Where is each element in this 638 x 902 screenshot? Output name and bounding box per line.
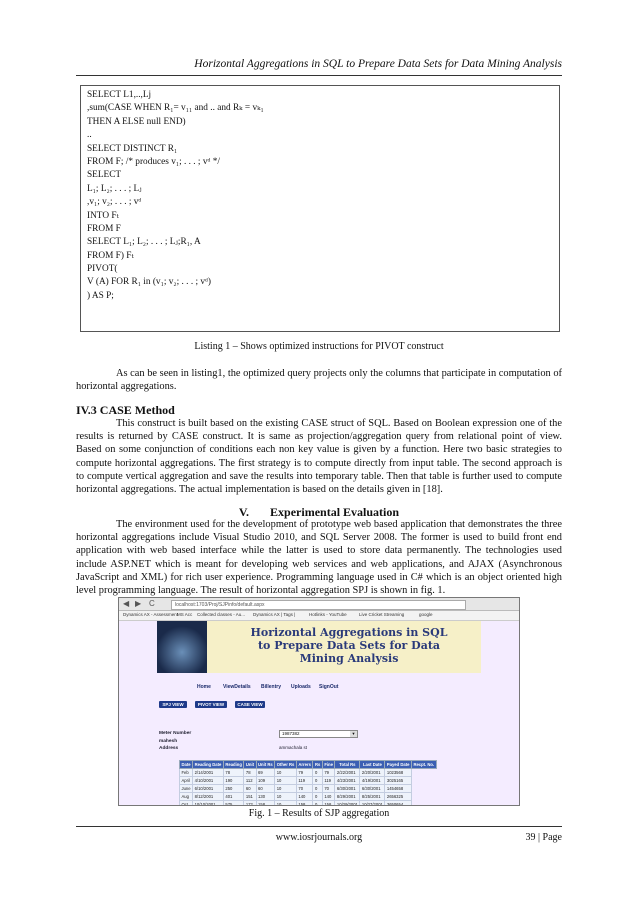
table-cell: 6/30/2001 <box>360 785 385 793</box>
listing-code-box <box>80 85 560 332</box>
code-line: V (A) FOR R₁ in (v₁; v₂; . . . ; vᵈ) <box>87 277 212 288</box>
table-cell: Feb <box>180 769 193 777</box>
code-line: .. <box>87 130 92 141</box>
code-line: ) AS P; <box>87 290 114 301</box>
paragraph-case-method: This construct is built based on the existing CASE struct of SQL. Based on Boolean expression one of the results is returned by CASE construct. It is same as projection/aggregation query from relational point of view. Based on some conjunction of conditions each non key value is given by a function. Here two basic strategies to compute horizontal aggregations. The first strategy is to compute directly from input table. The second approach is to compute vertical aggregation and save the results into temporary table. Then that table is further used to compute horizontal aggregations. The actual implementation is based on the details given in [18]. <box>76 418 562 496</box>
table-cell: 112 <box>244 777 256 785</box>
meter-number-select <box>279 730 358 738</box>
table-cell: 119 <box>296 777 313 785</box>
forward-icon: ▶ <box>135 599 142 608</box>
meter-number-label: Meter Number <box>159 731 192 736</box>
table-cell: 4/23/2001 <box>335 777 360 785</box>
code-line: L₁; L₂; . . . ; Lⱼ <box>87 183 142 194</box>
bookmark-item: MS Acc <box>177 612 193 617</box>
spj-view-button: SPJ VIEW <box>159 701 187 708</box>
table-cell: 78 <box>244 769 256 777</box>
table-cell: 250 <box>223 785 244 793</box>
reload-icon: C <box>149 599 155 608</box>
code-line: FROM F) Fₜ <box>87 250 134 261</box>
table-row <box>180 793 437 801</box>
running-header: Horizontal Aggregations in SQL to Prepare Data Sets for Data Mining Analysis <box>194 58 562 70</box>
code-line: THEN A ELSE null END) <box>87 116 186 127</box>
menu-viewdetails: ViewDetails <box>223 684 251 690</box>
table-cell: 0 <box>313 793 322 801</box>
table-row <box>180 777 437 785</box>
table-cell: 6/10/2001 <box>193 785 224 793</box>
menu-home: Home <box>197 684 211 690</box>
code-line: SELECT <box>87 170 122 181</box>
listing-code-lines <box>87 89 264 303</box>
table-row <box>180 801 437 807</box>
aggregation-results-table <box>179 760 437 806</box>
paragraph-listing-explanation: As can be seen in listing1, the optimized query projects only the columns that participate in computation of horizontal aggregations. <box>76 368 562 393</box>
table-cell: 575 <box>223 801 244 807</box>
table-cell: 10/29/2001 <box>335 801 360 807</box>
table-cell: 0 <box>313 801 322 807</box>
table-cell: 140 <box>322 793 335 801</box>
table-cell: 6/30/2001 <box>335 785 360 793</box>
table-header-cell: Unit <box>245 762 255 767</box>
table-header-row <box>180 761 437 769</box>
pivot-view-button: PIVOT VIEW <box>195 701 227 708</box>
listing-caption: Listing 1 – Shows optimized instructions for PIVOT construct <box>194 341 444 352</box>
bookmark-item: Dynamics AX | Tags | <box>253 612 296 617</box>
table-cell: 158 <box>322 801 335 807</box>
table-cell: 8/25/2001 <box>360 793 385 801</box>
table-cell: 10 <box>275 785 297 793</box>
table-cell: June <box>181 786 191 791</box>
table-header-cell: Payed Date <box>386 762 410 767</box>
code-line: ,v₁; v₂; . . . ; vᵈ <box>87 197 142 208</box>
table-row <box>180 785 437 793</box>
header-rule <box>76 75 562 76</box>
banner-title: Horizontal Aggregations in SQL to Prepare Data Sets for Data Mining Analysis <box>250 626 448 665</box>
browser-toolbar <box>119 598 519 611</box>
table-cell: 172 <box>244 801 256 807</box>
section-heading-iv3: IV.3 CASE Method <box>76 403 175 417</box>
table-header-cell: Other Rs <box>276 762 295 767</box>
code-line: INTO Fₜ <box>87 210 119 221</box>
table-cell: 158 <box>256 801 275 807</box>
table-cell: 3650654 <box>385 801 412 807</box>
table-header-cell: Fine <box>324 762 333 767</box>
table-header-cell: Reading <box>225 762 242 767</box>
table-cell: 109 <box>256 777 275 785</box>
table-cell: 2656325 <box>385 793 412 801</box>
figure-caption: Fig. 1 – Results of SJP aggregation <box>248 808 390 819</box>
table-cell: 401 <box>223 793 244 801</box>
meter-number-value: 1987382 <box>282 731 300 736</box>
table-cell: 190 <box>223 777 244 785</box>
table-cell: 10 <box>275 769 297 777</box>
table-cell: April <box>180 777 193 785</box>
table-cell: 69 <box>256 769 275 777</box>
table-cell: 60 <box>244 785 256 793</box>
code-line: ,sum(CASE WHEN R₁= v₁₁ and .. and Rₖ = vₖ₁ <box>87 103 264 114</box>
table-cell: 0 <box>313 785 322 793</box>
table-cell: 10 <box>275 777 297 785</box>
table-cell: 79 <box>322 769 335 777</box>
code-line: SELECT L₁; L₂; . . . ; Lⱼ;R₁, A <box>87 237 201 248</box>
menu-billentry: Billentry <box>261 684 282 690</box>
table-cell: Aug <box>180 793 193 801</box>
table-cell: 4/10/2001 <box>193 777 224 785</box>
table-cell: 70 <box>322 785 335 793</box>
code-line: FROM F <box>87 223 121 234</box>
table-cell: 4/19/2001 <box>360 777 385 785</box>
figure-screenshot <box>118 597 520 806</box>
table-cell: 2/20/2001 <box>360 769 385 777</box>
customer-name: mahesh <box>159 739 178 744</box>
table-cell: 0 <box>313 769 322 777</box>
bookmark-item: Hotlinks - YouTube <box>309 612 347 617</box>
banner-logo <box>157 621 207 673</box>
footer-page-number: 39 | Page <box>525 832 562 843</box>
browser-url-bar: localhost:1703/Proj/SJPinfo/default.aspx <box>171 600 466 610</box>
table-cell: 119 <box>322 777 335 785</box>
bookmark-item: google <box>419 612 433 617</box>
address-label: Address <box>159 746 179 751</box>
table-body <box>180 769 437 807</box>
table-cell: 79 <box>296 769 313 777</box>
paragraph-experimental-evaluation: The environment used for the development of prototype web based application that demonstrates the three horizontal aggregations include Visual Studio 2010, and SQL Server 2008. The former is used to build front end application with web based interface while the latter is used to store data permanently. The technologies used include ASP.NET which is meant for developing web services and web applications, and AJAX (Asynchronous JavaScript and XML) for rich user experience. Programming language used in C# which is an object oriented high level programming language. The result of horizontal aggregation SPJ is shown in fig. 1. <box>76 519 562 597</box>
table-header-cell: Arrers <box>298 762 311 767</box>
table-cell: 78 <box>223 769 244 777</box>
table-cell: 1023568 <box>385 769 412 777</box>
footer-url: www.iosrjournals.org <box>275 832 363 843</box>
table-cell: 8/29/2001 <box>335 793 360 801</box>
table-header-cell: Reading Date <box>194 762 222 767</box>
footer-rule <box>76 826 562 827</box>
chevron-down-icon: ▼ <box>351 731 356 736</box>
table-header-cell: Unit Rs <box>258 762 273 767</box>
table-cell: 70 <box>296 785 313 793</box>
table-cell: 10/27/2001 <box>360 801 385 807</box>
case-view-button: CASE VIEW <box>235 701 265 708</box>
table-cell: 8/12/2001 <box>193 793 224 801</box>
bookmark-item: Collected classes - Au... <box>197 612 246 617</box>
table-cell: 1454658 <box>385 785 412 793</box>
table-cell: 140 <box>296 793 313 801</box>
table-cell: 2/22/2001 <box>335 769 360 777</box>
table-row <box>180 769 437 777</box>
table-cell: 0 <box>313 777 322 785</box>
table-header-cell: Recpt. No. <box>413 762 435 767</box>
table-cell: 10 <box>275 801 297 807</box>
table-cell: 2/14/2001 <box>193 769 224 777</box>
table-header-cell: Rs <box>314 762 321 767</box>
webapp-banner <box>157 621 481 673</box>
menu-uploads: Uploads <box>291 684 311 690</box>
code-line: PIVOT( <box>87 264 118 275</box>
table-header-cell: Last Date <box>360 761 385 769</box>
table-cell: 60 <box>256 785 275 793</box>
table-cell: Oct <box>180 801 193 807</box>
code-line: SELECT L1,..,Lj <box>87 90 152 100</box>
table-cell: 10/10/2001 <box>193 801 224 807</box>
address-value: ammachala st <box>279 745 308 750</box>
table-cell: 3025165 <box>385 777 412 785</box>
table-header-cell: Date <box>180 761 193 769</box>
bookmark-item: Dynamics AX - Assessment <box>123 612 179 617</box>
table-header-cell: Total Rs <box>335 761 360 769</box>
code-line: SELECT DISTINCT R₁ <box>87 143 178 154</box>
bookmark-item: Live Cricket Streaming <box>359 612 405 617</box>
section-number: V. <box>238 505 250 519</box>
table-cell: 130 <box>256 793 275 801</box>
bookmarks-bar <box>119 611 519 621</box>
menu-signout: SignOut <box>319 684 339 690</box>
table-cell: 10 <box>275 793 297 801</box>
back-icon: ◀ <box>123 599 130 608</box>
table-cell: 158 <box>296 801 313 807</box>
code-line: FROM F; /* produces v₁; . . . ; vᵈ */ <box>87 156 220 167</box>
table-cell: 151 <box>244 793 256 801</box>
section-title: Experimental Evaluation <box>270 505 400 519</box>
